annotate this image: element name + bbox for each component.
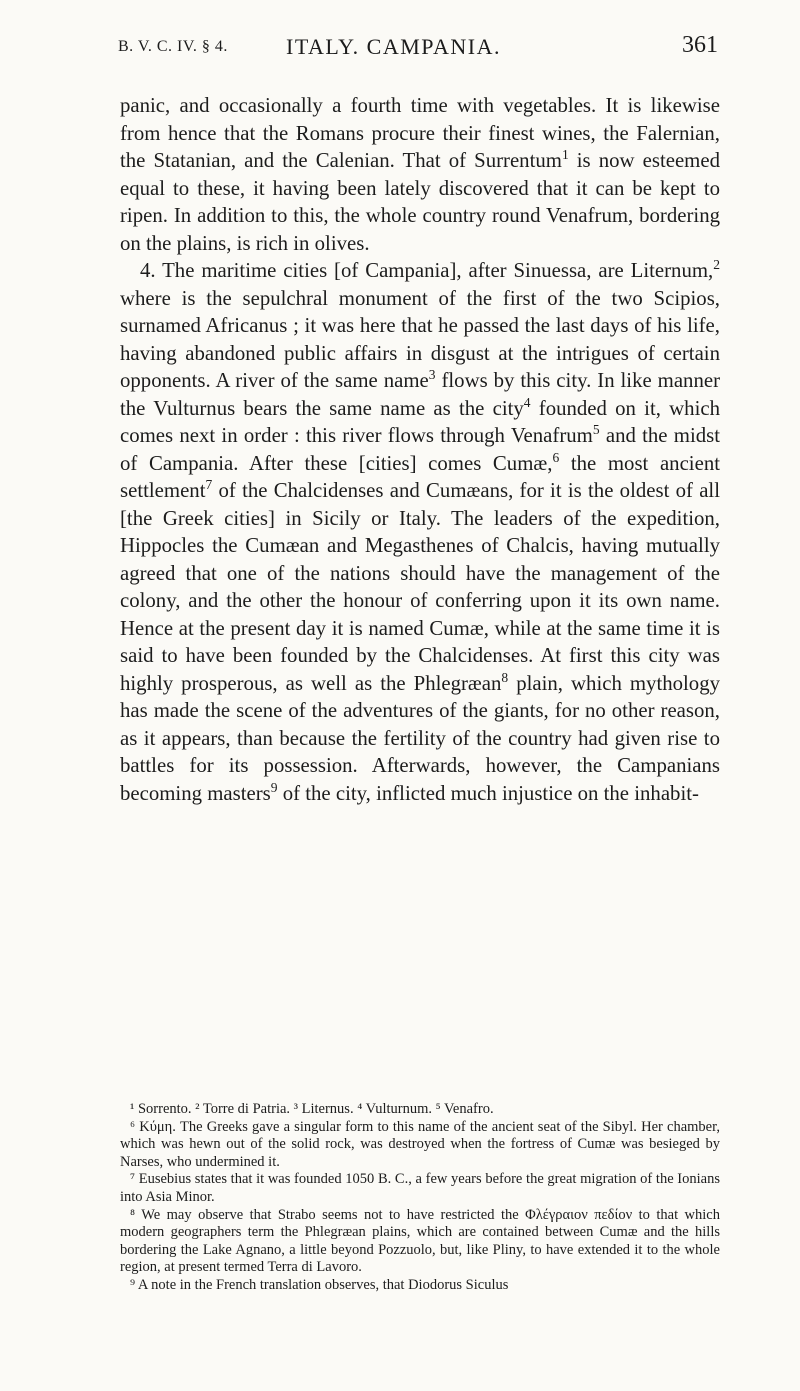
footnote-ref-4: 4 [523, 394, 531, 410]
paragraph-1: panic, and occasionally a fourth time with vegetables. It is likewise from hence that the Romans procure their finest wines, the Falernian, the Statanian, and the Calenian. That of Surrentum$^1$ is now esteemed equal to these, it having been lately discovered that it can be kept to ripen. In addition to this, the whole country round Venafrum, bordering on the plains, is rich in olives. [120, 94, 720, 255]
footnote-6: ⁶ Κύμη. The Greeks gave a singular form to this name of the ancient seat of the Sibyl. Her chamber, which was hewn out of the solid rock, was destroyed when the fortress of Cumæ was besieged by Narses, who undermined it. [120, 1118, 720, 1170]
footnote-ref-7: 7 [205, 477, 213, 493]
footnote-ref-2: 2 [713, 257, 720, 273]
footnotes [120, 1101, 720, 1295]
footnote-9: ⁹ A note in the French translation observes, that Diodorus Siculus [130, 1276, 509, 1293]
footnote-ref-9: 9 [270, 779, 278, 795]
footnote-ref-1: 1 [561, 147, 569, 163]
page-header [118, 30, 718, 62]
footnote-ref-3: 3 [428, 367, 436, 383]
footnote-ref-5: 5 [592, 422, 600, 438]
main-text [120, 92, 720, 807]
footnote-ref-8: 8 [501, 669, 509, 685]
footnotes-1-5: ¹ Sorrento. ² Torre di Patria. ³ Liternus. ⁴ Vulturnum. ⁵ Venafro. [130, 1101, 494, 1117]
footnote-8: ⁸ We may observe that Strabo seems not to have restricted the Φλέγραιον πεδίον to that which modern geographers term the Phlegræan plains, which are contained between Cumæ and the hills bordering the Lake Agnano, a little beyond Pozzuolo, but, like Pliny, to have extended it to the whole region, at present termed Terra di Lavoro. [120, 1206, 720, 1276]
footnote-ref-6: 6 [552, 449, 560, 465]
running-head-title: ITALY. CAMPANIA. [286, 34, 502, 59]
running-head-left: B. V. C. IV. § 4. [118, 38, 228, 55]
footnote-7: ⁷ Eusebius states that it was founded 1050 B. C., a few years before the great migration of the Ionians into Asia Minor. [120, 1171, 720, 1205]
page-number: 361 [682, 32, 718, 58]
paragraph-2: 4. The maritime cities [of Campania], after Sinuessa, are Liternum,$^2$ where is the sepulchral monument of the first of the two Scipios, surnamed Africanus ; it was here that he passed the last days of his life, having abandoned public affairs in disgust at the intrigues of certain opponents. A river of the same name$^3$ flows by this city. In like manner the Vulturnus bears the same name as the city$^4$ founded on it, which comes next in order : this river flows through Venafrum$^5$ and the midst of Campania. After these [cities] comes Cumæ,$^6$ the most ancient settlement$^7$ of the Chalcidenses and Cumæans, for it is the oldest of all [the Greek cities] in Sicily or Italy. The leaders of the expedition, Hippocles the Cumæan and Megasthenes of Chalcis, having mutually agreed that one of the nations should have the management of the colony, and the other the honour of conferring upon it its own name. Hence at the present day it is named Cumæ, while at the same time it is said to have been founded by the Chalcidenses. At first this city was highly prosperous, as well as the Phlegræan$^8$ plain, which mythology has made the scene of the adventures of the giants, for no other reason, as it appears, than because the fertility of the country had given rise to battles for its possession. Afterwards, however, the Campanians becoming masters$^9$ of the city, inflicted much injustice on the inhabit- [120, 257, 721, 805]
